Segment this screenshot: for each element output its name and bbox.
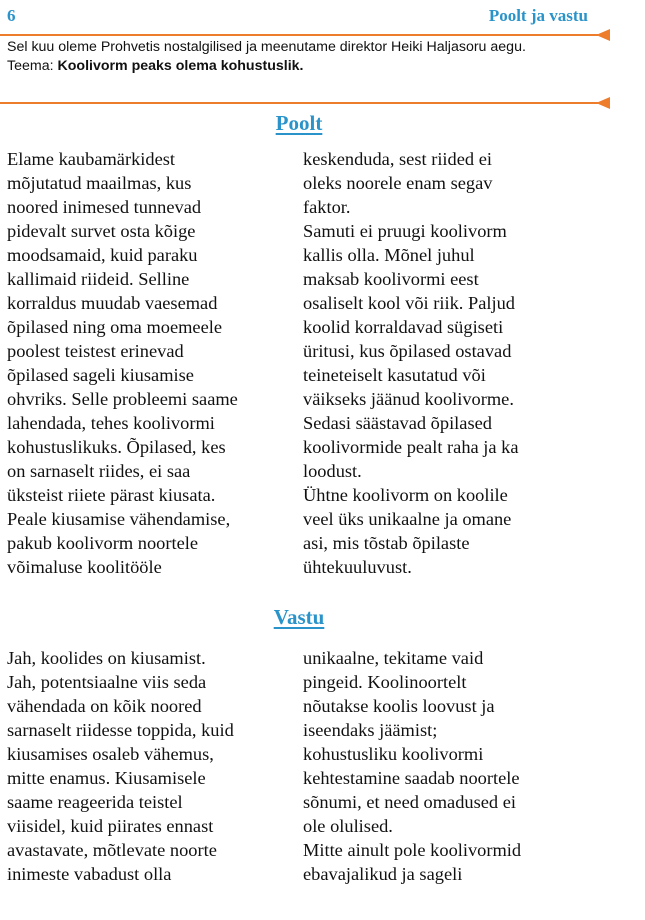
- intro-text: Sel kuu oleme Prohvetis nostalgilised ja meenutame direktor Heiki Haljasoru aegu.: [7, 39, 526, 55]
- heading-poolt: Poolt: [275, 111, 323, 135]
- text-line: võimaluse koolitööle: [7, 557, 162, 577]
- text-line: mitte enamus. Kiusamisele: [7, 768, 206, 788]
- text-line: mõjutatud maailmas, kus: [7, 173, 192, 193]
- text-line: lahendada, tehes koolivormi: [7, 413, 215, 433]
- vastu-left-column: [7, 646, 297, 886]
- intro-block: [7, 38, 597, 76]
- text-line: nõutakse koolis loovust ja: [303, 696, 495, 716]
- heading-vastu: Vastu: [273, 605, 325, 629]
- text-line: faktor.: [303, 197, 351, 217]
- text-line: saame reageerida teistel: [7, 792, 183, 812]
- text-line: pidevalt survet osta kõige: [7, 221, 196, 241]
- rule-arrow-icon: [596, 97, 610, 109]
- text-line: Mitte ainult pole koolivormid: [303, 840, 522, 860]
- text-line: Jah, potentsiaalne viis seda: [7, 672, 207, 692]
- text-line: koolivormide pealt raha ja ka: [303, 437, 519, 457]
- text-line: keskenduda, sest riided ei: [303, 149, 492, 169]
- text-line: ole olulised.: [303, 816, 393, 836]
- poolt-left-column: [7, 147, 297, 579]
- text-line: viisidel, kuid piirates ennast: [7, 816, 214, 836]
- text-line: Ühtne koolivorm on koolile: [303, 485, 508, 505]
- vastu-right-column: [303, 646, 603, 886]
- text-line: ebavajalikud ja sageli: [303, 864, 463, 884]
- text-line: ühtekuuluvust.: [303, 557, 412, 577]
- page-number: 6: [7, 6, 16, 25]
- text-line: Elame kaubamärkidest: [7, 149, 176, 169]
- text-line: üritusi, kus õpilased ostavad: [303, 341, 512, 361]
- text-line: unikaalne, tekitame vaid: [303, 648, 484, 668]
- text-line: Sedasi säästavad õpilased: [303, 413, 492, 433]
- intro-rule: [0, 102, 598, 104]
- text-line: kohustuslikuks. Õpilased, kes: [7, 437, 226, 457]
- text-line: kohustusliku koolivormi: [303, 744, 484, 764]
- text-line: väikseks jäänud koolivorme.: [303, 389, 514, 409]
- section-title: Poolt ja vastu: [488, 6, 588, 25]
- text-line: moodsamaid, kuid paraku: [7, 245, 198, 265]
- text-line: inimeste vabadust olla: [7, 864, 172, 884]
- text-line: iseendaks jäämist;: [303, 720, 438, 740]
- poolt-right-column: [303, 147, 603, 579]
- text-line: õpilased ning oma moemeele: [7, 317, 223, 337]
- text-line: teineteiselt kasutatud või: [303, 365, 486, 385]
- text-line: maksab koolivormi eest: [303, 269, 479, 289]
- text-line: õpilased sageli kiusamise: [7, 365, 194, 385]
- rule-arrow-icon: [596, 29, 610, 41]
- text-line: loodust.: [303, 461, 362, 481]
- text-line: kallis olla. Mõnel juhul: [303, 245, 475, 265]
- text-line: on sarnaselt riides, ei saa: [7, 461, 191, 481]
- text-line: koolid korraldavad sügiseti: [303, 317, 504, 337]
- theme-line: [7, 57, 597, 76]
- text-line: sõnumi, et need omadused ei: [303, 792, 516, 812]
- text-line: oleks noorele enam segav: [303, 173, 493, 193]
- text-line: Jah, koolides on kiusamist.: [7, 648, 206, 668]
- text-line: Peale kiusamise vähendamise,: [7, 509, 231, 529]
- theme-label: Teema:: [7, 58, 54, 74]
- text-line: avastavate, mõtlevate noorte: [7, 840, 217, 860]
- text-line: pakub koolivorm noortele: [7, 533, 199, 553]
- text-line: sarnaselt riidesse toppida, kuid: [7, 720, 234, 740]
- theme-value: Koolivorm peaks olema kohustuslik.: [57, 58, 304, 74]
- header-rule: [0, 34, 598, 36]
- text-line: kiusamises osaleb vähemus,: [7, 744, 214, 764]
- text-line: kehtestamine saadab noortele: [303, 768, 520, 788]
- text-line: veel üks unikaalne ja omane: [303, 509, 512, 529]
- text-line: Samuti ei pruugi koolivorm: [303, 221, 507, 241]
- text-line: kallimaid riideid. Selline: [7, 269, 190, 289]
- text-line: asi, mis tõstab õpilaste: [303, 533, 470, 553]
- text-line: osaliselt kool või riik. Paljud: [303, 293, 515, 313]
- text-line: korraldus muudab vaesemad: [7, 293, 218, 313]
- text-line: pingeid. Koolinoortelt: [303, 672, 467, 692]
- text-line: ohvriks. Selle probleemi saame: [7, 389, 238, 409]
- text-line: üksteist riiete pärast kiusata.: [7, 485, 216, 505]
- text-line: poolest teistest erinevad: [7, 341, 184, 361]
- text-line: noored inimesed tunnevad: [7, 197, 202, 217]
- text-line: vähendada on kõik noored: [7, 696, 202, 716]
